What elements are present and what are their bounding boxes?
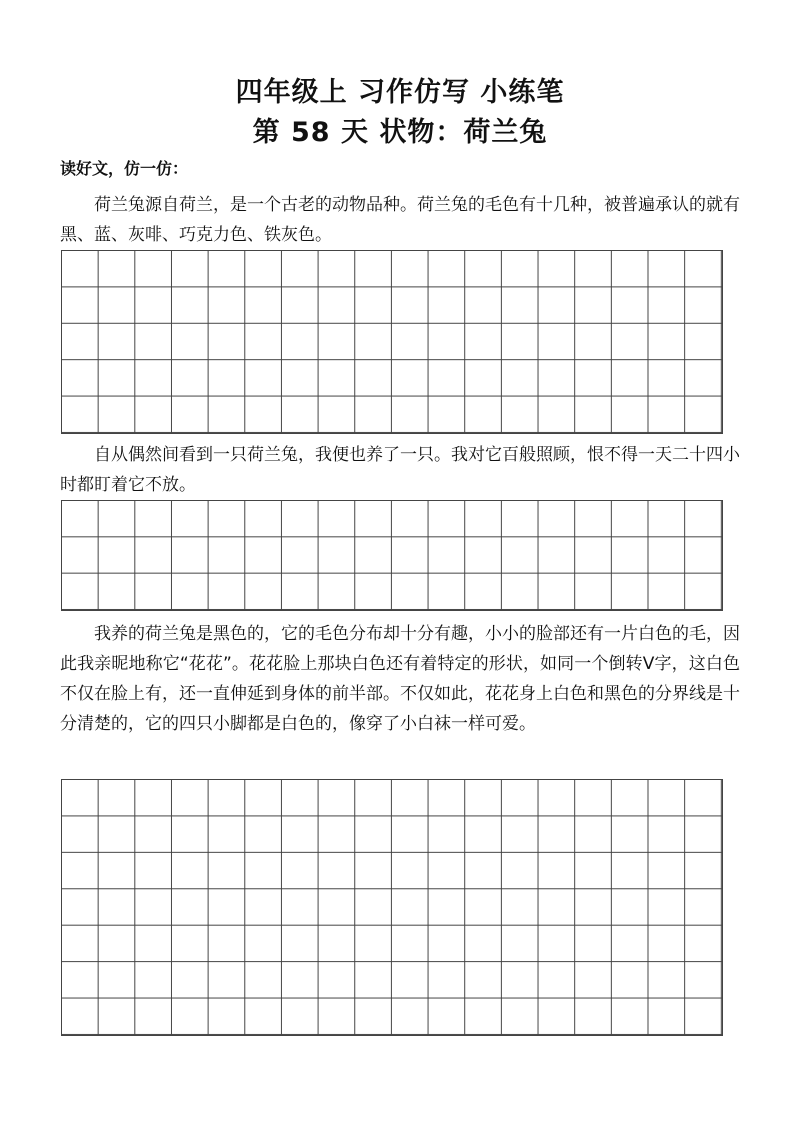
- writing-grid-3[interactable]: [61, 779, 723, 1036]
- writing-grid-2[interactable]: [61, 500, 723, 611]
- section-label: 读好文，仿一仿：: [60, 159, 189, 178]
- page-subtitle: 第 58 天 状物：荷兰兔: [252, 117, 548, 148]
- model-paragraph-3: 我养的荷兰兔是黑色的，它的毛色分布却十分有趣，小小的脸部还有一片白色的毛，因此我亲昵地称它“花花”。花花脸上那块白色还有着特定的形状，如同一个倒转V字，这白色不仅在脸上有，还一直伸延到身体的前半部。不仅如此，花花身上白色和黑色的分界线是十分清楚的，它的四只小脚都是白色的，像穿了小白袜一样可爱。: [60, 624, 740, 734]
- model-paragraph-1: 荷兰兔源自荷兰，是一个古老的动物品种。荷兰兔的毛色有十几种，被普遍承认的就有黑、蓝、灰啡、巧克力色、铁灰色。: [60, 195, 740, 245]
- writing-grid-1[interactable]: [61, 250, 723, 434]
- model-paragraph-2: 自从偶然间看到一只荷兰兔，我便也养了一只。我对它百般照顾，恨不得一天二十四小时都盯着它不放。: [60, 445, 740, 495]
- page-title: 四年级上 习作仿写 小练笔: [235, 77, 565, 108]
